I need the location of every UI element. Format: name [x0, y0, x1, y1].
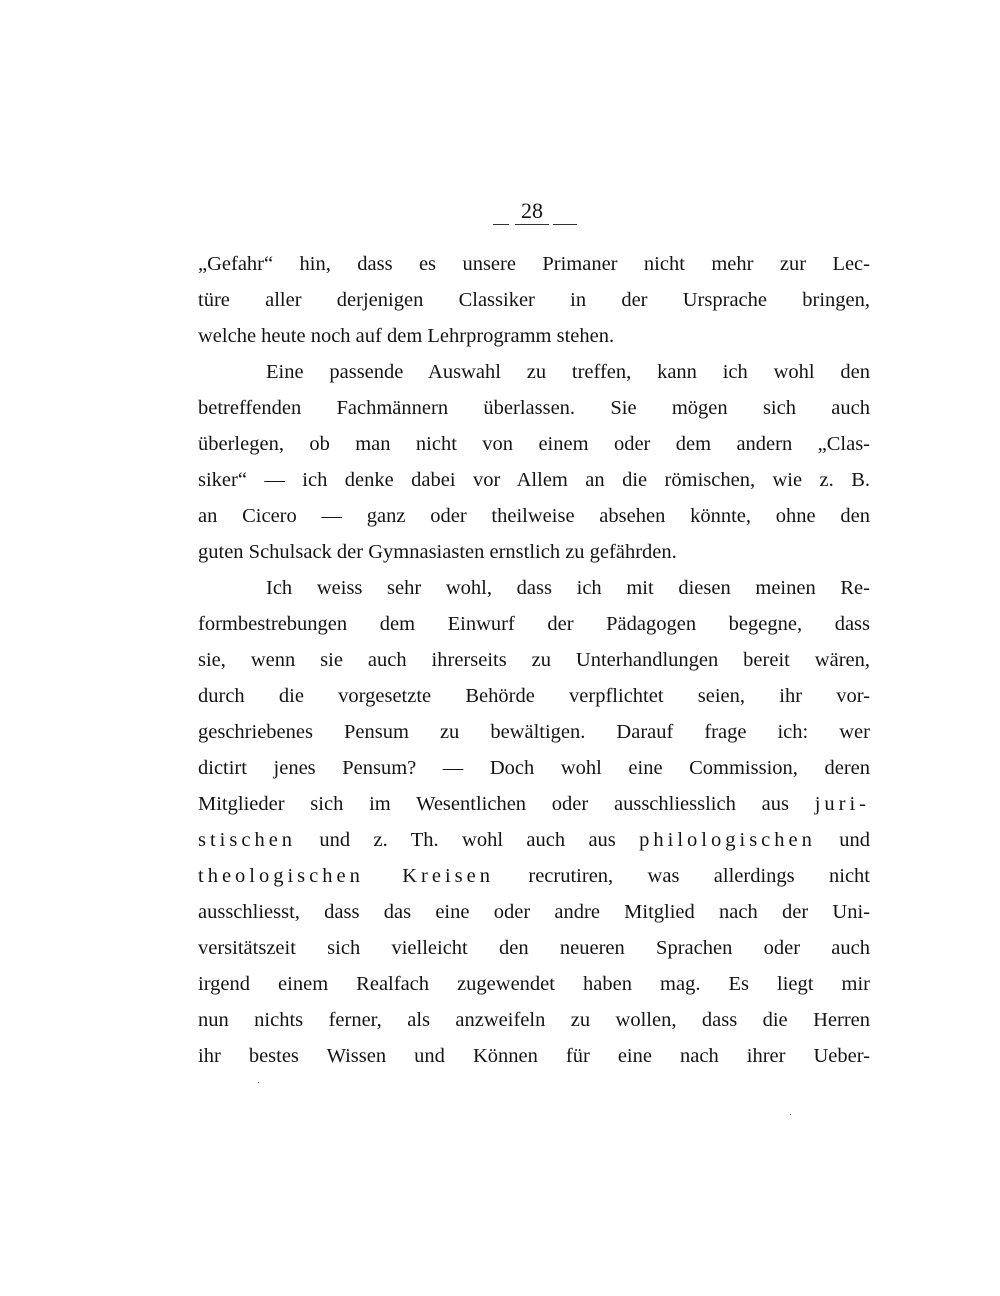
text-line: Ich weiss sehr wohl, dass ich mit diesen meinen Re- — [266, 577, 870, 599]
text-line: betreffenden Fachmännern überlassen. Sie mögen sich auch — [198, 397, 870, 419]
text-line: versitätszeit sich vielleicht den neueren Sprachen oder auch — [198, 937, 870, 959]
scan-speck — [790, 1114, 791, 1115]
text-line: formbestrebungen dem Einwurf der Pädagogen begegne, dass — [198, 613, 870, 635]
text-segment: und z. Th. wohl auch aus — [296, 829, 640, 851]
text-line: irgend einem Realfach zugewendet haben mag. Es liegt mir — [198, 973, 870, 995]
text-line: siker“ — ich denke dabei vor Allem an die römischen, wie z. B. — [198, 469, 870, 491]
text-line — [198, 786, 870, 822]
spaced-text-segment: philologischen — [639, 829, 816, 851]
text-line: guten Schulsack der Gymnasiasten ernstlich zu gefährden. — [198, 541, 677, 563]
text-line: an Cicero — ganz oder theilweise absehen könnte, ohne den — [198, 505, 870, 527]
text-segment: und — [815, 829, 870, 851]
scan-speck — [258, 1082, 259, 1083]
text-line: ausschliesst, dass das eine oder andre Mitglied nach der Uni- — [198, 901, 870, 923]
body-text — [198, 246, 870, 1074]
page-number: 28 — [515, 198, 549, 225]
page-header — [0, 198, 1000, 225]
text-line: sie, wenn sie auch ihrerseits zu Unterhandlungen bereit wären, — [198, 649, 870, 671]
text-line: überlegen, ob man nicht von einem oder dem andern „Clas- — [198, 433, 870, 455]
text-segment: recrutiren, was allerdings nicht — [494, 865, 870, 887]
text-line: nun nichts ferner, als anzweifeln zu wollen, dass die Herren — [198, 1009, 870, 1031]
text-segment: Mitglieder sich im Wesentlichen oder ausschliesslich aus — [198, 793, 815, 815]
text-line: ihr bestes Wissen und Können für eine nach ihrer Ueber- — [198, 1045, 870, 1067]
text-line: Eine passende Auswahl zu treffen, kann ich wohl den — [266, 361, 870, 383]
spaced-text-segment: stischen — [198, 829, 297, 851]
text-line: geschriebenes Pensum zu bewältigen. Darauf frage ich: wer — [198, 721, 870, 743]
spaced-text-segment: theologischen Kreisen — [198, 865, 494, 887]
text-line: „Gefahr“ hin, dass es unsere Primaner nicht mehr zur Lec- — [198, 253, 870, 275]
text-line: türe aller derjenigen Classiker in der Ursprache bringen, — [198, 289, 870, 311]
spaced-text-segment: juri- — [814, 793, 870, 815]
text-line: durch die vorgesetzte Behörde verpflichtet seien, ihr vor- — [198, 685, 870, 707]
text-line: dictirt jenes Pensum? — Doch wohl eine Commission, deren — [198, 757, 870, 779]
text-line — [198, 822, 870, 858]
text-line: welche heute noch auf dem Lehrprogramm stehen. — [198, 325, 615, 347]
text-line — [198, 858, 870, 894]
